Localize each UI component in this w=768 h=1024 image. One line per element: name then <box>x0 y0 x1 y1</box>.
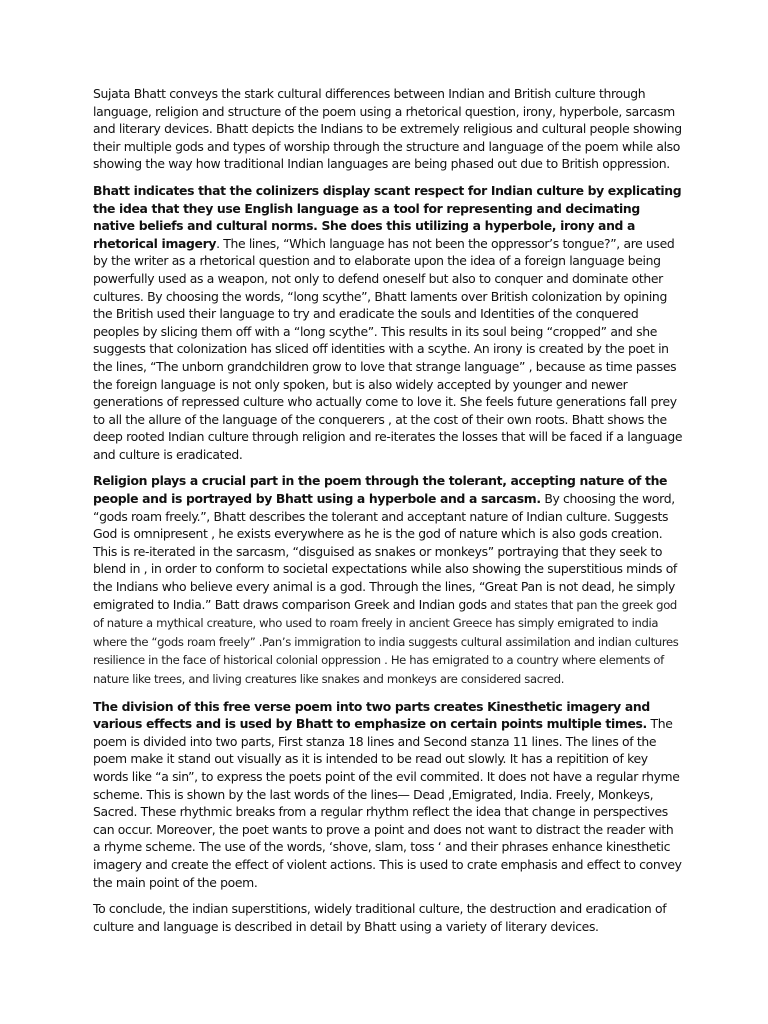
paragraph-text: To conclude, the indian superstitions, widely traditional culture, the destruction and eradication of culture and language is described in detail by Bhatt using a variety of literary devices. <box>93 901 667 934</box>
paragraph-conclusion <box>93 900 683 935</box>
paragraph-topic-sentence: Bhatt indicates that the colinizers display scant respect for Indian culture by explicating the idea that they use English language as a tool for representing and decimating native beliefs and cultural norms. She does this utilizing a hyperbole, irony and a rhetorical imagery <box>93 182 682 251</box>
paragraph-structure <box>93 698 683 892</box>
paragraph-text: The poem is divided into two parts, First stanza 18 lines and Second stanza 11 lines. The lines of the poem make it stand out visually as it is intended to be read out slowly. It has a repitition of key words like “a sin”, to express the poets point of the evil commited. It does not have a regular rhyme scheme. This is shown by the last words of the lines— Dead ,Emigrated, India. Freely, Monkeys, Sacred. These rhythmic breaks from a regular rhythm reflect the idea that change in perspectives can occur. Moreover, the poet wants to prove a point and does not want to distract the reader with a rhyme scheme. The use of the words, ‘shove, slam, toss ‘ and their phrases enhance kinesthetic imagery and create the effect of violent actions. This is used to crate emphasis and effect to convey the main point of the poem. <box>93 716 682 890</box>
paragraph-text: Sujata Bhatt conveys the stark cultural differences between Indian and British culture through language, religion and structure of the poem using a rhetorical question, irony, hyperbole, sarcasm and literary devices. Bhatt depicts the Indians to be extremely religious and cultural people showing their multiple gods and types of worship through the structure and language of the poem while also showing the way how traditional Indian languages are being phased out due to British oppression. <box>93 86 682 172</box>
paragraph-text-small: and states that pan the greek god of nature a mythical creature, who used to roam freely in ancient Greece has simply emigrated to india where the “gods roam freely” .Pan’s immigration to india suggests cultural assimilation and indian cultures resilience in the face of historical colonial oppression . He has emigrated to a country where elements of nature like trees, and living creatures like snakes and monkeys are considered sacred. <box>93 597 679 686</box>
paragraph-topic-sentence: Religion plays a crucial part in the poem through the tolerant, accepting nature of the people and is portrayed by Bhatt using a hyperbole and a sarcasm. <box>93 473 668 507</box>
paragraph-text: By choosing the word, “gods roam freely.”, Bhatt describes the tolerant and acceptant nature of Indian culture. Suggests God is omnipresent , he exists everywhere as he is the god of nature which is also gods creation. This is re-iterated in the sarcasm, “disguised as snakes or monkeys” portraying that they seek to blend in , in order to conform to societal expectations while also showing the superstitious minds of the Indians who believe every animal is a god. Through the lines, “Great Pan is not dead, he simply emigrated to India.” Batt draws comparison Greek and Indian gods <box>93 491 677 612</box>
paragraph-religion <box>93 472 683 688</box>
paragraph-topic-sentence: The division of this free verse poem into two parts creates Kinesthetic imagery and various effects and is used by Bhatt to emphasize on certain points multiple times. <box>93 698 650 732</box>
essay-body <box>93 85 683 944</box>
paragraph-language <box>93 182 683 464</box>
paragraph-text: . The lines, “Which language has not been the oppressor’s tongue?”, are used by the writer as a rhetorical question and to elaborate upon the idea of a foreign language being powerfully used as a weapon, not only to defend oneself but also to conquer and dominate other cultures. By choosing the words, “long scythe”, Bhatt laments over British colonization by opining the British used their language to try and eradicate the souls and Identities of the conquered peoples by slicing them off with a “long scythe”. This results in its soul being “cropped” and she suggests that colonization has sliced off identities with a scythe. An irony is created by the poet in the lines, “The unborn grandchildren grow to love that strange language” , because as time passes the foreign language is not only spoken, but is also widely accepted by younger and newer generations of repressed culture who actually come to love it. She feels future generations fall prey to all the allure of the language of the conquerers , at the cost of their own roots. Bhatt shows the deep rooted Indian culture through religion and re-iterates the losses that will be faced if a language and culture is eradicated. <box>93 235 683 462</box>
paragraph-intro <box>93 85 683 173</box>
